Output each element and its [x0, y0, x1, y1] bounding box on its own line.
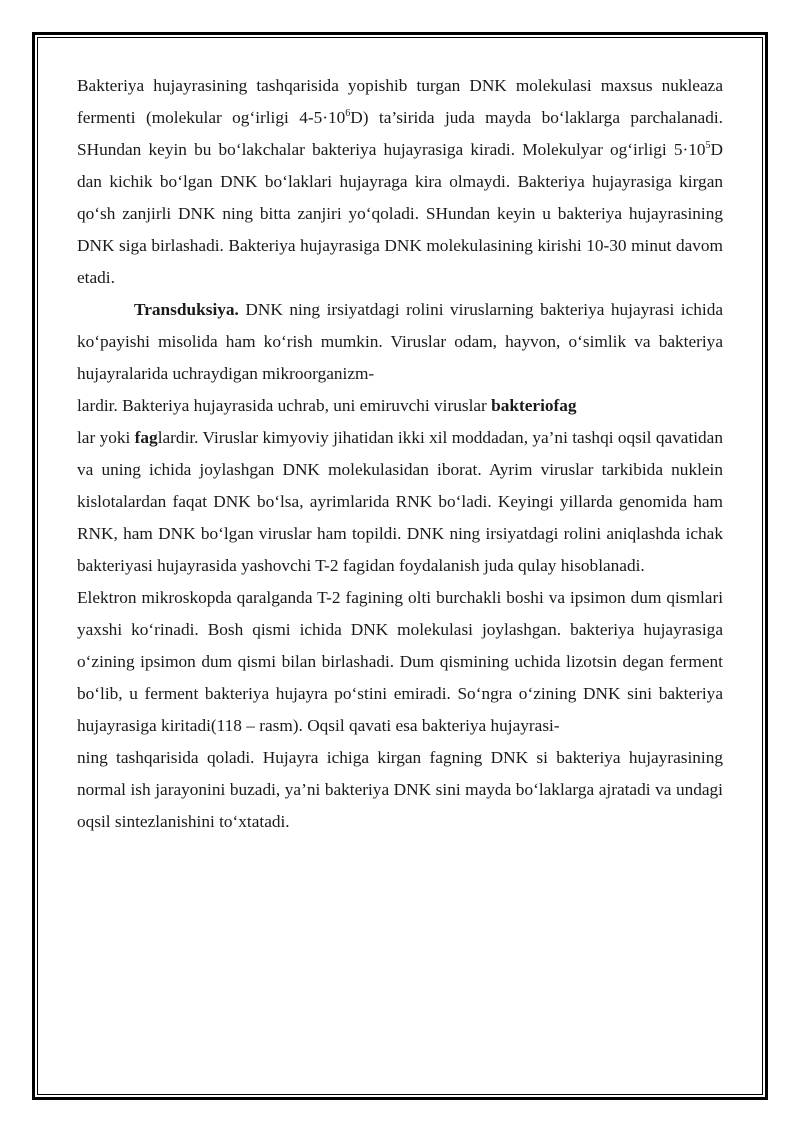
paragraph-6: ning tashqarisida qoladi. Hujayra ichiga kirgan fagning DNK si bakteriya hujayrasining normal ish jarayonini buzadi, ya’ni bakteriya DNK sini mayda bo‘laklarga ajratadi va undagi oqsil sintezlanishini to‘xtatadi. — [77, 748, 723, 831]
term-bakteriofag: bakteriofag — [491, 396, 577, 415]
term-transduksiya: Transduksiya. — [134, 300, 239, 319]
document-body — [77, 70, 723, 838]
paragraph-1-text-c: D dan kichik bo‘lgan DNK bo‘laklari hujayraga kira olmaydi. Bakteriya hujayrasiga kirgan qo‘sh zanjirli DNK ning bitta zanjiri yo‘qoladi. SHundan keyin u bakteriya hujayrasining DNK siga birlashadi. Bakteriya hujayrasiga DNK molekulasining kirishi 10-30 minut davom etadi. — [77, 140, 723, 287]
term-fag: fag — [134, 428, 158, 447]
paragraph-4-text-b: lardir. Viruslar kimyoviy jihatidan ikki xil moddadan, ya’ni tashqi oqsil qavatidan va uning ichida joylashgan DNK molekulasidan iborat. Ayrim viruslar tarkibida nuklein kislotalardan faqat DNK bo‘lsa, ayrimlarida RNK bo‘ladi. Keyingi yillarda genomida ham RNK, ham DNK bo‘lgan viruslar ham topildi. DNK ning irsiyatdagi rolini aniqlashda ichak bakteriyasi hujayrasida yashovchi T-2 fagidan foydalanish juda qulay hisoblanadi. — [77, 428, 723, 575]
paragraph-5: Elektron mikroskopda qaralganda T-2 fagining olti burchakli boshi va ipsimon dum qismlari yaxshi ko‘rinadi. Bosh qismi ichida DNK molekulasi joylashgan. bakteriya hujayrasiga o‘zining ipsimon dum qismi bilan birlashadi. Dum qismining uchida lizotsin degan ferment bo‘lib, u ferment bakteriya hujayra po‘stini emiradi. So‘ngra o‘zining DNK sini bakteriya hujayrasiga kiritadi(118 – rasm). Oqsil qavati esa bakteriya hujayrasi- — [77, 588, 723, 735]
superscript-exponent-6: 6 — [345, 108, 351, 120]
paragraph-3-text: lardir. Bakteriya hujayrasida uchrab, uni emiruvchi viruslar — [77, 396, 492, 415]
paragraph-4-text-a: lar yoki — [77, 428, 135, 447]
paragraph-1-text-a: Bakteriya hujayrasining tashqarisida yopishib turgan DNK molekulasi maxsus nukleaza fermenti (molekular og‘irligi 4-5·10 — [77, 76, 723, 127]
paragraph-4 — [77, 422, 723, 582]
superscript-exponent-5: 5 — [705, 140, 711, 152]
paragraph-1 — [77, 70, 723, 294]
paragraph-2-text: DNK ning irsiyatdagi rolini viruslarning bakteriya hujayrasi ichida ko‘payishi misolida ham ko‘rish mumkin. Viruslar odam, hayvon, o‘simlik va bakteriya hujayralarida uchraydigan mikroorganizm- — [77, 300, 723, 383]
paragraph-1-text-b: D) ta’sirida juda mayda bo‘laklarga parchalanadi. SHundan keyin bu bo‘lakchalar bakteriya hujayrasiga kiradi. Molekulyar og‘irligi 5·10 — [77, 108, 723, 159]
paragraph-transduction — [77, 294, 723, 390]
paragraph-3 — [77, 390, 723, 422]
